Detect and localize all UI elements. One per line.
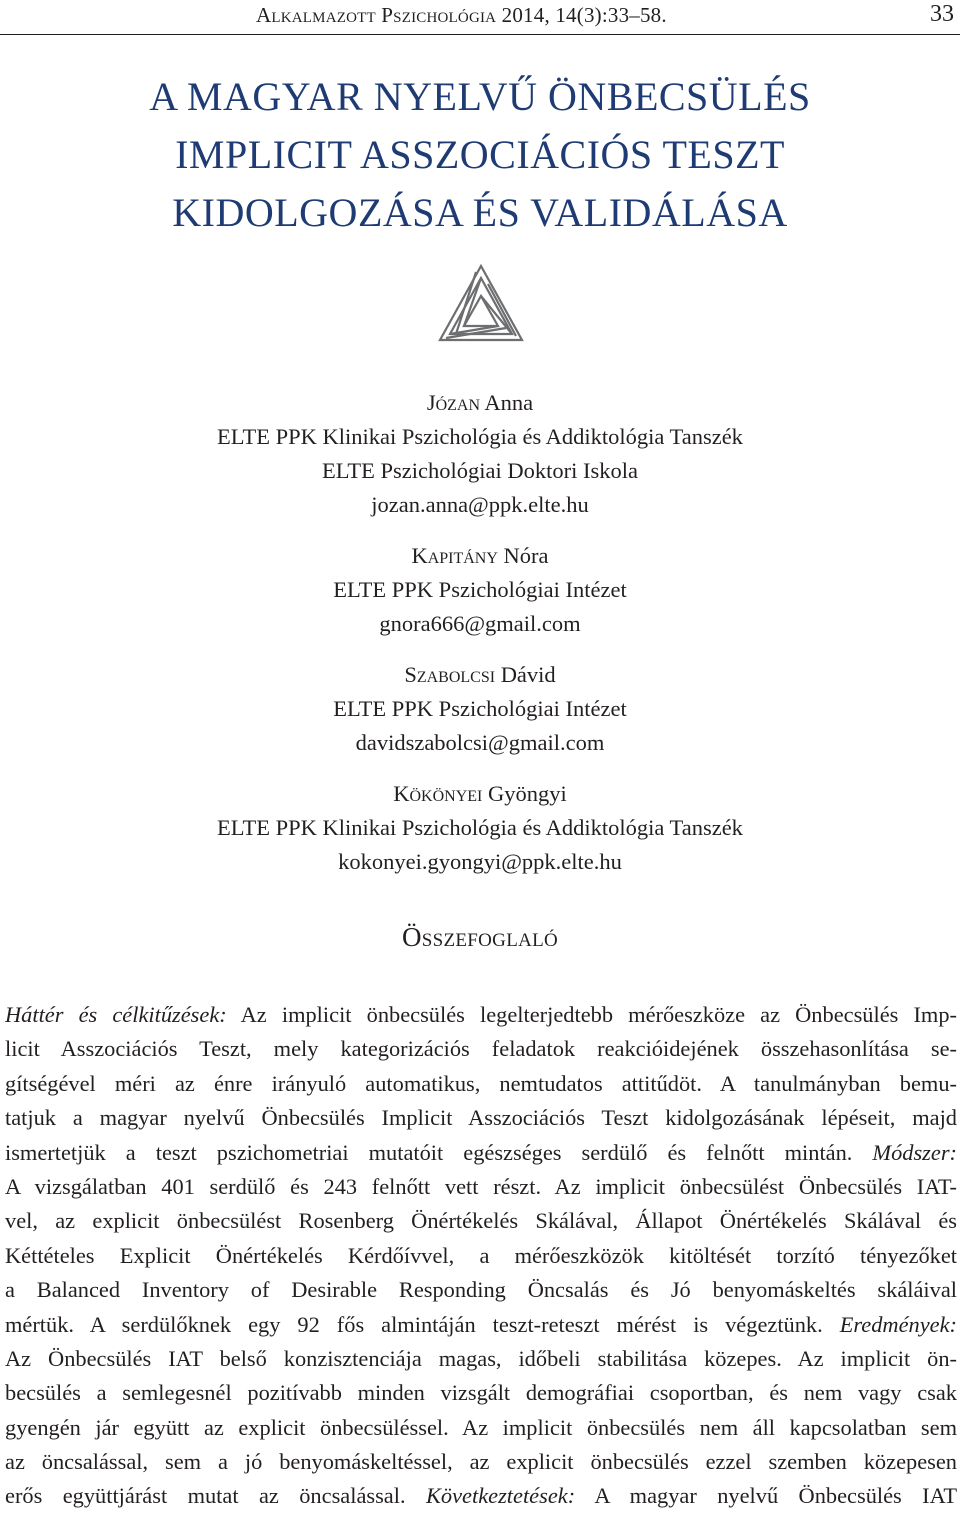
abstract-text: becsülés a semlegesnél pozitívabb minden vizsgált demográfiai csoportban, és nem vagy csak xyxy=(5,1380,957,1406)
abstract-line xyxy=(5,1067,957,1101)
abstract-line xyxy=(5,998,957,1032)
abstract-line xyxy=(5,1445,957,1479)
abstract-text: mértük. A serdülőknek egy 92 fős almintáján teszt-reteszt mérést is végeztünk. xyxy=(5,1311,840,1337)
author-name xyxy=(0,539,960,573)
author-name xyxy=(0,658,960,692)
abstract-line xyxy=(5,1204,957,1238)
running-head xyxy=(0,0,960,35)
abstract-line xyxy=(5,1376,957,1410)
abstract-text: az öncsalással, sem a jó benyomáskeltéssel, az explicit önbecsülés ezzel szemben közepesen xyxy=(5,1449,957,1475)
abstract-text: gítségével méri az énre irányuló automatikus, nemtudatos attitűdöt. A tanulmányban bemu- xyxy=(5,1070,957,1096)
abstract-text: Az implicit önbecsülés legelterjedtebb mérőeszköze az Önbecsülés Imp- xyxy=(226,1002,957,1027)
author-email: jozan.anna@ppk.elte.hu xyxy=(371,492,589,517)
author-surname: Józan xyxy=(426,390,481,415)
author-block xyxy=(0,539,960,641)
abstract-text: vel, az explicit önbecsülést Rosenberg Önértékelés Skálával, Állapot Önértékelés Skálával és xyxy=(5,1208,957,1234)
author-affiliation: ELTE PPK Klinikai Pszichológia és Addiktológia Tanszék xyxy=(217,815,743,840)
author-surname: Kapitány xyxy=(411,543,498,568)
author-email: kokonyei.gyongyi@ppk.elte.hu xyxy=(338,849,622,874)
title-line: IMPLICIT ASSZOCIÁCIÓS TESZT xyxy=(175,132,785,177)
abstract-subheading: Háttér és célkitűzések: xyxy=(5,1002,227,1027)
abstract-text: Kéttételes Explicit Önértékelés Kérdőívvel, a mérőeszközök kitöltését torzító tényezőket xyxy=(5,1242,957,1268)
abstract-line xyxy=(5,1411,957,1445)
author-block xyxy=(0,658,960,760)
author-block xyxy=(0,386,960,522)
abstract-text: licit Asszociációs Teszt, mely kategorizációs feladatok reakcióidejének összehasonlítása se- xyxy=(5,1036,957,1062)
abstract-text: gyengén jár együtt az explicit önbecsüléssel. Az implicit önbecsülés nem áll kapcsolatban sem xyxy=(5,1414,957,1440)
abstract-heading: Összefoglaló xyxy=(401,922,559,952)
author-email: gnora666@gmail.com xyxy=(379,611,581,636)
abstract-line xyxy=(5,1170,957,1204)
title-line: A MAGYAR NYELVŰ ÖNBECSÜLÉS xyxy=(149,74,811,119)
abstract-text: Az Önbecsülés IAT belső konzisztenciája magas, időbeli stabilitása közepes. Az implicit ön- xyxy=(5,1345,957,1371)
title-line: KIDOLGOZÁSA ÉS VALIDÁLÁSA xyxy=(172,190,788,235)
abstract-line xyxy=(5,1101,957,1135)
author-affiliation: ELTE PPK Klinikai Pszichológia és Addiktológia Tanszék xyxy=(217,424,743,449)
abstract-line xyxy=(5,1308,957,1342)
author-block xyxy=(0,777,960,879)
author-given-name: Dávid xyxy=(500,662,556,687)
abstract-line xyxy=(5,1136,957,1170)
interlocking-triangle-logo-icon xyxy=(436,262,526,346)
author-affiliation: ELTE Pszichológiai Doktori Iskola xyxy=(322,458,638,483)
abstract-subheading: Módszer: xyxy=(872,1139,957,1165)
author-name xyxy=(0,777,960,811)
abstract-line xyxy=(5,1273,957,1307)
author-given-name: Nóra xyxy=(503,543,549,568)
page-number: 33 xyxy=(930,1,954,27)
author-given-name: Gyöngyi xyxy=(488,781,567,806)
abstract-text: a Balanced Inventory of Desirable Responding Öncsalás és Jó benyomáskeltés skáláival xyxy=(5,1277,957,1303)
abstract-text: A magyar nyelvű Önbecsülés IAT xyxy=(575,1483,957,1509)
abstract-text: ismertetjük a teszt pszichometriai mutatóit egészséges serdülő és felnőtt mintán. xyxy=(5,1139,873,1165)
article-title xyxy=(0,68,960,242)
author-list xyxy=(0,386,960,896)
author-affiliation: ELTE PPK Pszichológiai Intézet xyxy=(333,577,627,602)
author-email: davidszabolcsi@gmail.com xyxy=(355,730,605,755)
abstract-subheading: Következtetések: xyxy=(425,1483,576,1509)
author-affiliation: ELTE PPK Pszichológiai Intézet xyxy=(333,696,627,721)
author-given-name: Anna xyxy=(484,390,534,415)
abstract-text: A vizsgálatban 401 serdülő és 243 felnőtt vett részt. Az implicit önbecsülést Önbecsülés IAT- xyxy=(5,1173,957,1199)
abstract-text: erős együttjárást mutat az öncsalással. xyxy=(5,1483,426,1509)
running-head-journal: Alkalmazott Pszichológia 2014, 14(3):33–58. xyxy=(256,3,667,27)
author-surname: Szabolcsi xyxy=(404,662,496,687)
author-name xyxy=(0,386,960,420)
abstract-subheading: Eredmények: xyxy=(839,1311,957,1337)
abstract-line xyxy=(5,1032,957,1066)
abstract-text: tatjuk a magyar nyelvű Önbecsülés Implicit Asszociációs Teszt kidolgozásának lépéseit, majd xyxy=(5,1105,957,1131)
author-surname: Kökönyei xyxy=(393,781,483,806)
abstract-body xyxy=(5,998,957,1514)
abstract-line xyxy=(5,1342,957,1376)
abstract-line xyxy=(5,1479,957,1513)
abstract-line xyxy=(5,1239,957,1273)
